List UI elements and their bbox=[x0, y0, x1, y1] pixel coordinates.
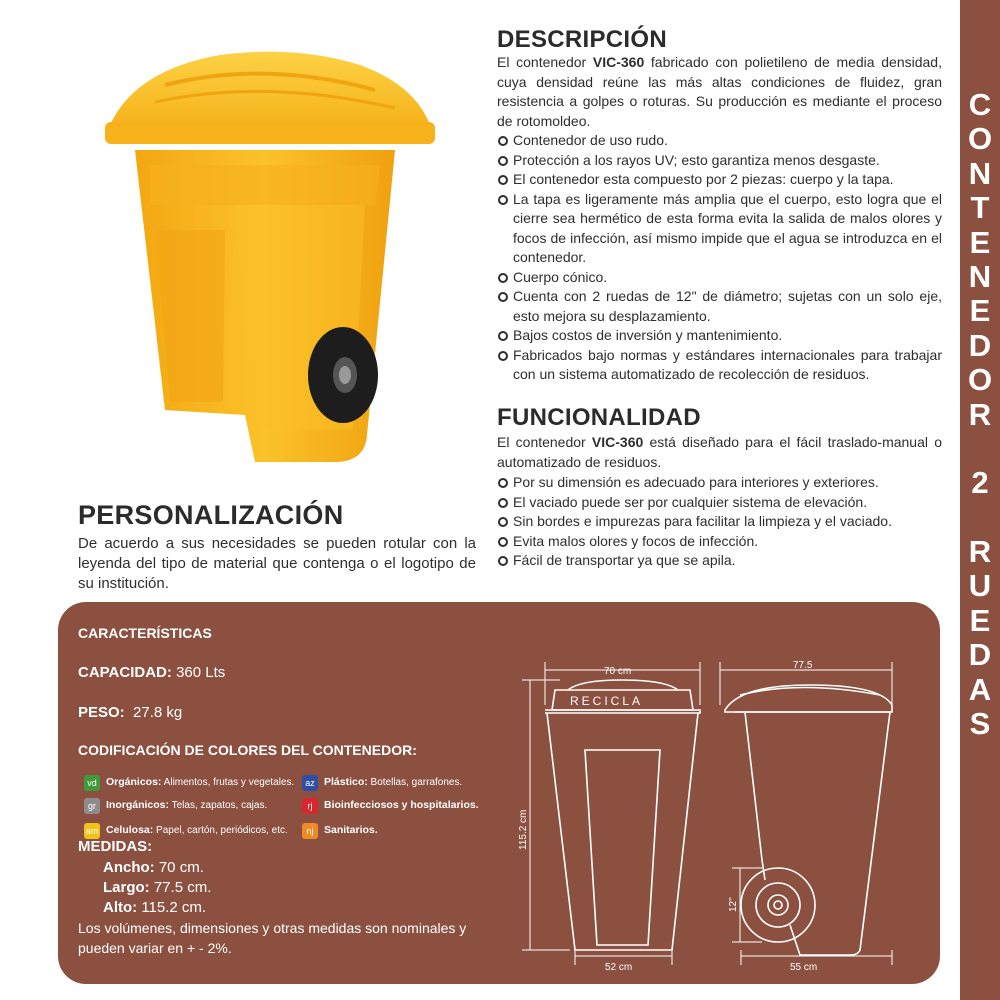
bullet-item bbox=[497, 551, 942, 571]
side-title-letter: O bbox=[967, 121, 993, 157]
bullet-item bbox=[497, 493, 942, 513]
side-title-letter: C bbox=[968, 87, 992, 122]
side-title-letter: 2 bbox=[971, 465, 989, 501]
bullet-circle-icon bbox=[498, 331, 508, 341]
bullet-item bbox=[497, 326, 942, 346]
bullet-item bbox=[497, 346, 942, 385]
color-category-desc: Alimentos, frutas y vegetales. bbox=[163, 777, 295, 788]
bullet-text: Protección a los rayos UV; esto garantiza menos desgaste. bbox=[513, 151, 880, 168]
capacidad-row bbox=[78, 664, 225, 681]
capacidad-value: 360 Lts bbox=[176, 664, 226, 681]
bullet-item bbox=[497, 512, 942, 532]
color-code-label bbox=[324, 776, 462, 788]
color-category-name: Celulosa: bbox=[106, 824, 154, 836]
side-title-letter: A bbox=[968, 671, 992, 707]
bullet-text: Cuenta con 2 ruedas de 12" de diámetro; sujetas con un solo eje, esto mejora su desplazamiento. bbox=[513, 288, 942, 324]
bullet-circle-icon bbox=[498, 517, 508, 527]
front-base-label: 52 cm bbox=[605, 962, 633, 973]
model-name: VIC-360 bbox=[592, 54, 645, 70]
bullet-circle-icon bbox=[498, 175, 508, 185]
yellow-container-image bbox=[95, 30, 445, 480]
intro-text: fabricado con polietileno de media densidad, cuya densidad reúne las más altas condiciones de fluidez, gran resistencia a golpes o roturas. Su producción es mediante el proceso de rotomoldeo. bbox=[497, 54, 942, 129]
intro-text: está diseñado para el fácil traslado-manual o automatizado de residuos. bbox=[497, 434, 942, 470]
side-title-letter: R bbox=[968, 534, 992, 570]
color-category-desc: Botellas, garrafones. bbox=[370, 777, 463, 788]
bullet-item bbox=[497, 131, 942, 151]
color-code-label bbox=[106, 824, 288, 836]
color-code-badge: rj bbox=[302, 798, 318, 814]
bullet-item bbox=[497, 190, 942, 268]
color-code-badge: am bbox=[84, 823, 100, 839]
alto-row bbox=[103, 899, 206, 916]
bullet-circle-icon bbox=[498, 195, 508, 205]
bullet-text: El contenedor esta compuesto por 2 piezas: cuerpo y la tapa. bbox=[513, 171, 894, 187]
side-title-letter bbox=[960, 432, 1000, 466]
funcionalidad-bullets bbox=[497, 473, 942, 571]
largo-row bbox=[103, 879, 211, 896]
personalizacion-text: De acuerdo a sus necesidades se pueden rotular con la leyenda del tipo de material que contenga o el logotipo de su institución. bbox=[78, 535, 476, 592]
alto-value: 115.2 cm. bbox=[141, 899, 207, 916]
bullet-item bbox=[497, 170, 942, 190]
bullet-text: La tapa es ligeramente más amplia que el cuerpo, esto logra que el cierre sea hermético de esta forma evita la salida de malos olores y focos de infección, así mismo impide que el agua se introduzca en el contenedor. bbox=[513, 190, 942, 265]
bullet-circle-icon bbox=[498, 478, 508, 488]
bullet-text: Contenedor de uso rudo. bbox=[513, 132, 668, 148]
bullet-circle-icon bbox=[498, 498, 508, 508]
bullet-circle-icon bbox=[498, 537, 508, 547]
dimension-diagram bbox=[500, 650, 920, 980]
medidas-note: Los volúmenes, dimensiones y otras medidas son nominales y pueden variar en + - 2%. bbox=[78, 920, 467, 956]
side-title-letter: T bbox=[970, 190, 990, 226]
color-code-label bbox=[324, 799, 479, 811]
color-code-badge: gr bbox=[84, 798, 100, 814]
peso-label: PESO: bbox=[78, 704, 125, 721]
ancho-value: 70 cm. bbox=[158, 859, 204, 876]
bullet-text: Fabricados bajo normas y estándares internacionales para trabajar con un sistema automatizado de recolección de residuos. bbox=[513, 346, 942, 382]
largo-value: 77.5 cm. bbox=[153, 879, 212, 896]
bullet-circle-icon bbox=[498, 273, 508, 283]
funcionalidad-intro bbox=[497, 433, 942, 472]
side-title-letter: O bbox=[967, 362, 993, 398]
color-code-badge: az bbox=[302, 775, 318, 791]
height-label: 115.2 cm bbox=[518, 809, 529, 850]
side-title-letter: E bbox=[969, 293, 991, 329]
color-category-desc: Papel, cartón, periódicos, etc. bbox=[156, 825, 288, 836]
color-category-desc: Telas, zapatos, cajas. bbox=[171, 800, 268, 811]
descripcion-heading: DESCRIPCIÓN bbox=[497, 26, 667, 53]
color-category-name: Inorgánicos: bbox=[106, 799, 170, 811]
side-title-letter: N bbox=[968, 258, 992, 294]
side-title bbox=[960, 88, 1000, 741]
front-width-label: 70 cm bbox=[604, 666, 632, 677]
bullet-item bbox=[497, 151, 942, 171]
bullet-item bbox=[497, 532, 942, 552]
bullet-text: Fácil de transportar ya que se apila. bbox=[513, 552, 736, 568]
bullet-text: Por su dimensión es adecuado para interiores y exteriores. bbox=[513, 474, 879, 490]
color-category-name: Bioinfecciosos y hospitalarios. bbox=[324, 799, 479, 811]
side-title-letter bbox=[960, 501, 1000, 535]
model-name: VIC-360 bbox=[591, 434, 644, 450]
descripcion-bullets bbox=[497, 131, 942, 385]
side-title-letter: S bbox=[969, 706, 991, 742]
bullet-text: Sin bordes e impurezas para facilitar la limpieza y el vaciado. bbox=[513, 513, 892, 529]
side-width-label: 77.5 bbox=[793, 660, 813, 671]
caracteristicas-heading: CARACTERÍSTICAS bbox=[78, 625, 212, 641]
descripcion-intro bbox=[497, 53, 942, 131]
color-category-name: Orgánicos: bbox=[106, 776, 162, 788]
bullet-circle-icon bbox=[498, 351, 508, 361]
medidas-heading: MEDIDAS: bbox=[78, 838, 153, 855]
intro-text: El contenedor bbox=[497, 434, 592, 450]
peso-row bbox=[78, 704, 182, 721]
capacidad-label: CAPACIDAD: bbox=[78, 664, 172, 681]
side-title-letter: D bbox=[968, 637, 992, 673]
color-category-name: Plástico: bbox=[324, 776, 368, 788]
bullet-circle-icon bbox=[498, 556, 508, 566]
bullet-text: Evita malos olores y focos de infección. bbox=[513, 532, 759, 549]
color-code-label bbox=[324, 824, 378, 836]
bullet-circle-icon bbox=[498, 292, 508, 302]
bullet-item bbox=[497, 473, 942, 493]
ancho-row bbox=[103, 859, 204, 876]
side-title-letter: E bbox=[969, 602, 991, 638]
lid-text: RECICLA bbox=[570, 694, 644, 708]
bullet-item bbox=[497, 287, 942, 326]
bullet-text: El vaciado puede ser por cualquier sistema de elevación. bbox=[513, 493, 868, 510]
bullet-item bbox=[497, 268, 942, 288]
color-code-badge: vd bbox=[84, 775, 100, 791]
color-category-name: Sanitarios. bbox=[324, 824, 378, 836]
ancho-label: Ancho: bbox=[103, 859, 155, 876]
color-code-label bbox=[106, 776, 294, 788]
side-title-letter: N bbox=[968, 155, 992, 191]
bullet-circle-icon bbox=[498, 156, 508, 166]
color-code-label bbox=[106, 799, 267, 811]
wheel-label: 12" bbox=[728, 897, 739, 912]
funcionalidad-heading: FUNCIONALIDAD bbox=[497, 404, 701, 431]
side-title-letter: E bbox=[969, 224, 991, 260]
personalizacion-heading: PERSONALIZACIÓN bbox=[78, 500, 344, 530]
alto-label: Alto: bbox=[103, 899, 138, 916]
color-code-badge: nj bbox=[302, 823, 318, 839]
bullet-text: Bajos costos de inversión y mantenimiento. bbox=[513, 327, 783, 343]
bullet-circle-icon bbox=[498, 136, 508, 146]
side-base-label: 55 cm bbox=[790, 962, 818, 973]
peso-value: 27.8 kg bbox=[133, 704, 183, 721]
side-title-letter: R bbox=[968, 396, 992, 432]
colores-heading: CODIFICACIÓN DE COLORES DEL CONTENEDOR: bbox=[78, 742, 417, 758]
bullet-text: Cuerpo cónico. bbox=[513, 268, 608, 285]
intro-text: El contenedor bbox=[497, 54, 593, 70]
side-title-letter: D bbox=[968, 327, 992, 363]
side-title-letter: U bbox=[968, 568, 992, 604]
largo-label: Largo: bbox=[103, 879, 150, 896]
